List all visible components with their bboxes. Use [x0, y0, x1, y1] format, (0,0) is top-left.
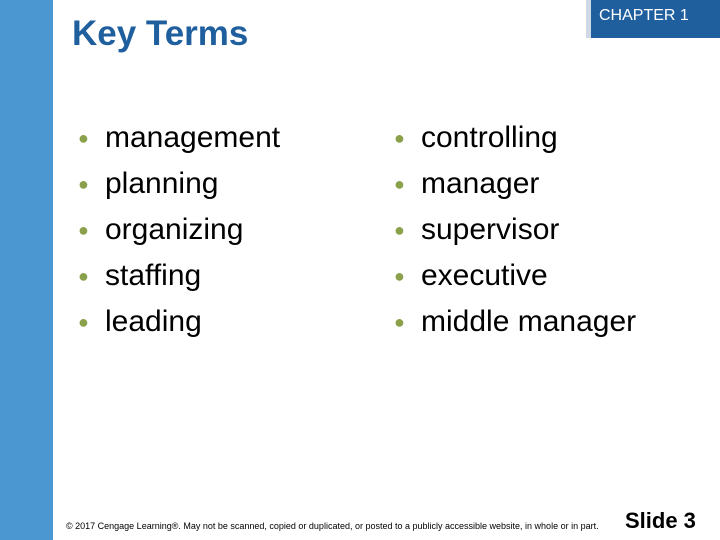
bullet-icon: ● — [78, 266, 89, 286]
term-item — [78, 210, 280, 256]
chapter-label: CHAPTER 1 — [599, 7, 689, 24]
bullet-icon: ● — [394, 312, 405, 332]
bullet-icon: ● — [78, 312, 89, 332]
term-label: supervisor — [421, 213, 560, 246]
term-label: planning — [105, 167, 219, 200]
term-item — [78, 302, 280, 348]
bullet-icon: ● — [78, 220, 89, 240]
left-accent-bar — [0, 0, 53, 540]
terms-list-right — [394, 118, 636, 348]
term-label: staffing — [105, 259, 202, 292]
term-item — [394, 118, 636, 164]
term-label: middle manager — [421, 305, 637, 338]
term-item — [394, 256, 636, 302]
term-label: organizing — [105, 213, 244, 246]
slide-number: Slide 3 — [625, 508, 696, 533]
term-item — [78, 256, 280, 302]
bullet-icon: ● — [78, 174, 89, 194]
bullet-icon: ● — [78, 128, 89, 148]
slide-title: Key Terms — [72, 14, 249, 53]
term-label: executive — [421, 259, 548, 292]
term-item — [78, 164, 280, 210]
term-item — [394, 164, 636, 210]
copyright-footer: © 2017 Cengage Learning®. May not be scanned, copied or duplicated, or posted to a publicly accessible website, in whole or in part. — [66, 521, 599, 531]
chapter-tab — [586, 0, 720, 38]
term-label: controlling — [421, 121, 558, 154]
term-label: management — [105, 121, 281, 154]
term-item — [394, 302, 636, 348]
bullet-icon: ● — [394, 266, 405, 286]
term-label: leading — [105, 305, 202, 338]
term-item — [78, 118, 280, 164]
term-label: manager — [421, 167, 540, 200]
terms-list-left — [78, 118, 280, 348]
term-item — [394, 210, 636, 256]
bullet-icon: ● — [394, 128, 405, 148]
bullet-icon: ● — [394, 174, 405, 194]
bullet-icon: ● — [394, 220, 405, 240]
